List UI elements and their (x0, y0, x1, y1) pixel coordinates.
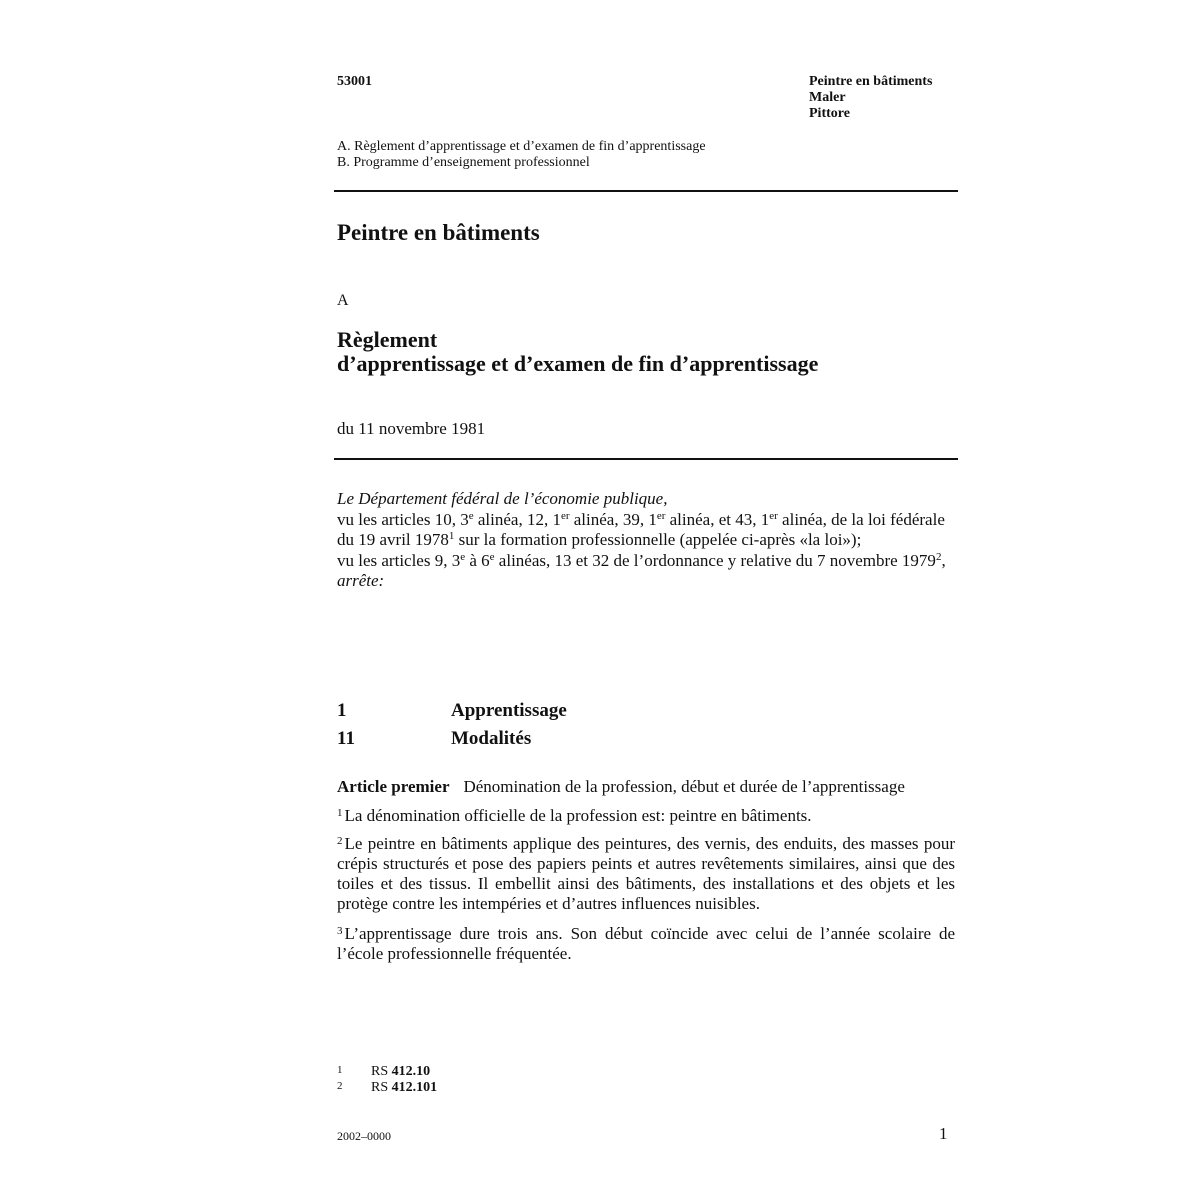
article-heading (337, 777, 905, 797)
preamble-visa-1: vu les articles 10, 3e alinéa, 12, 1er alinéa, 39, 1er alinéa, et 43, 1er alinéa, de la loi fédérale du 19 avril 1978$^1$ sur la formation professionnelle (appelée ci-après «la loi»); (337, 509, 945, 549)
part-b-label: B. Programme d’enseignement professionnel (337, 155, 590, 170)
section-title: Apprentissage (451, 700, 567, 721)
preamble (337, 489, 947, 592)
paragraph-number: 1 (337, 807, 343, 819)
footnote-1: 1 RS 412.10 (337, 1064, 431, 1079)
page-number: 1 (939, 1124, 948, 1143)
footnote-number: 2 (337, 1080, 343, 1092)
section-heading-11 (337, 728, 737, 752)
part-a-label: A. Règlement d’apprentissage et d’examen de fin d’apprentissage (337, 139, 706, 154)
footnote-2: 2 RS 412.101 (337, 1080, 438, 1095)
trade-name-it: Pittore (809, 106, 850, 121)
section-number: 11 (337, 728, 355, 749)
trade-name-de: Maler (809, 90, 846, 105)
footnote-ref-1: 1 (448, 530, 455, 542)
page-title: Peintre en bâtiments (337, 220, 540, 245)
regulation-title (337, 328, 818, 376)
article-label: Article premier (337, 777, 450, 796)
paragraph-number: 3 (337, 925, 343, 937)
section-title: Modalités (451, 728, 532, 749)
document-code: 53001 (337, 74, 372, 89)
document-parts (337, 139, 706, 171)
footnote-reference: 412.101 (391, 1080, 438, 1095)
regulation-title-line1: Règlement (337, 327, 438, 352)
section-number: 1 (337, 700, 347, 721)
part-letter: A (337, 292, 349, 309)
article-paragraph-2: $^2$ Le peintre en bâtiments applique des peintures, des vernis, des enduits, des masses pour crépis structurés et pose des papiers peints et autres revêtements similaires, ainsi que des toiles et des tissus. Il embellit ainsi des bâtiments, des installations et des objets et les protège contre les intempéries et d’autres influences nuisibles. (337, 834, 955, 913)
section-heading-1 (337, 700, 737, 724)
trade-names (809, 74, 932, 122)
footnote-reference: 412.10 (391, 1064, 431, 1079)
document-id: 2002–0000 (337, 1129, 391, 1143)
article-paragraph-3: $^3$ L’apprentissage dure trois ans. Son début coïncide avec celui de l’année scolaire de l’école professionnelle fréquentée. (337, 924, 955, 963)
header-divider (334, 190, 958, 192)
preamble-authority: Le Département fédéral de l’économie publique, (337, 489, 668, 508)
regulation-title-line2: d’apprentissage et d’examen de fin d’apprentissage (337, 351, 819, 376)
preamble-decree: arrête: (337, 571, 385, 590)
article-paragraph-1: $^1$ La dénomination officielle de la profession est: peintre en bâtiments. (337, 806, 812, 825)
regulation-date: du 11 novembre 1981 (337, 419, 486, 438)
article-subject: Dénomination de la profession, début et durée de l’apprentissage (463, 777, 905, 796)
footnote-number: 1 (337, 1064, 343, 1076)
title-divider (334, 458, 958, 460)
trade-name-fr: Peintre en bâtiments (809, 74, 933, 89)
preamble-visa-2: vu les articles 9, 3e à 6e alinéas, 13 et 32 de l’ordonnance y relative du 7 novembre 1979$^2$, (337, 550, 946, 570)
footnote-ref-2: 2 (935, 550, 942, 563)
paragraph-number: 2 (337, 835, 343, 847)
